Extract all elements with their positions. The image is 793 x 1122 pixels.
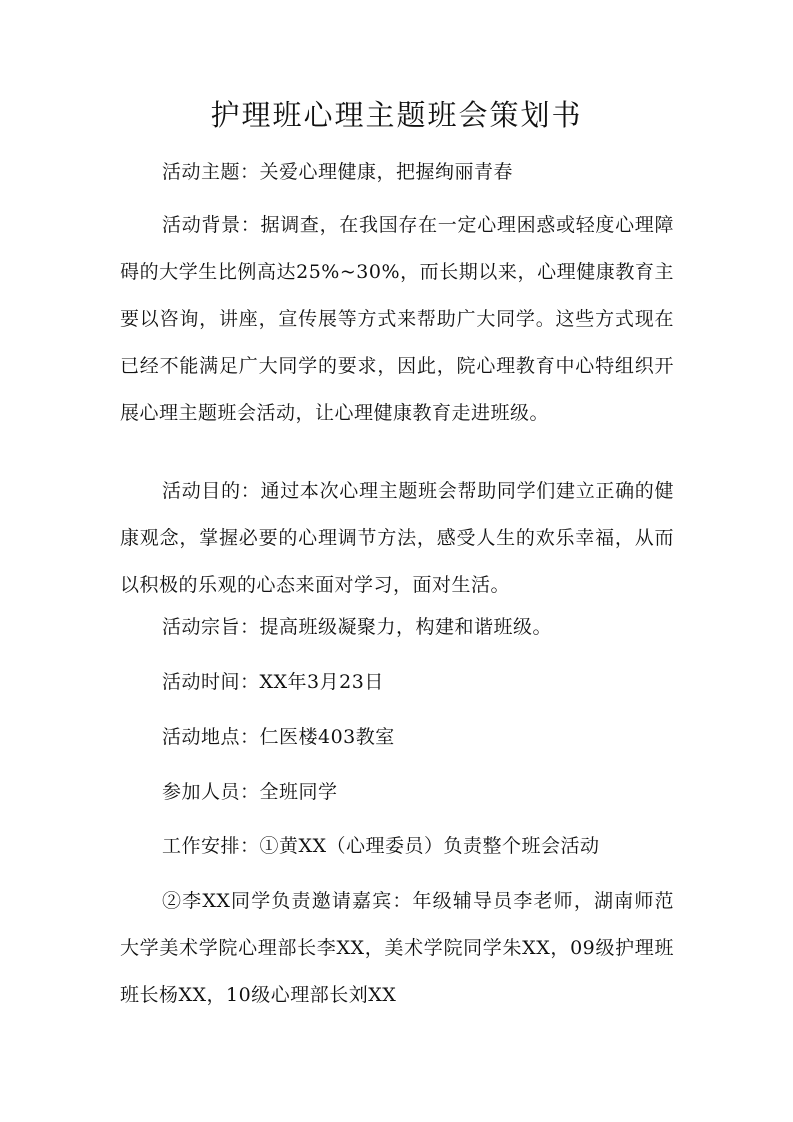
activity-background-paragraph: 活动背景：据调查，在我国存在一定心理困惑或轻度心理障碍的大学生比例高达25%~30%，而长期以来，心理健康教育主要以咨询，讲座，宣传展等方式来帮助广大同学。这些方式现在已经不能满足广大同学的要求，因此，院心理教育中心特组织开展心理主题班会活动，让心理健康教育走进班级。 — [120, 214, 674, 424]
participants-paragraph: 参加人员：全班同学 — [162, 781, 338, 803]
activity-theme-paragraph: 活动主题：关爱心理健康，把握绚丽青春 — [162, 161, 514, 183]
guest-invitation-paragraph: ②李XX同学负责邀请嘉宾：年级辅导员李老师，湖南师范大学美术学院心理部长李XX，美术学院同学朱XX，09级护理班班长杨XX，10级心理部长刘XX — [120, 890, 674, 1006]
activity-aim-paragraph: 活动宗旨：提高班级凝聚力，构建和谐班级。 — [162, 616, 553, 638]
activity-goal-paragraph: 活动目的：通过本次心理主题班会帮助同学们建立正确的健康观念，掌握必要的心理调节方法，感受人生的欢乐幸福，从而以积极的乐观的心态来面对学习，面对生活。 — [120, 480, 674, 596]
activity-place-paragraph: 活动地点：仁医楼403教室 — [162, 726, 395, 748]
work-arrangement-paragraph: 工作安排：①黄XX（心理委员）负责整个班会活动 — [162, 835, 600, 857]
activity-time-paragraph: 活动时间：XX年3月23日 — [162, 671, 384, 693]
document-title: 护理班心理主题班会策划书 — [210, 98, 583, 132]
